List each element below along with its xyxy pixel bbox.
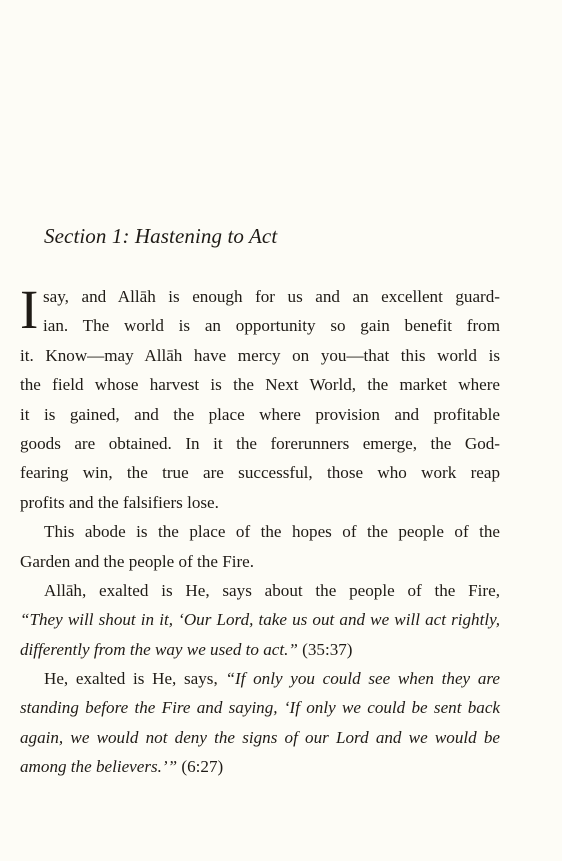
quote-text: “If only you could see when they are [225, 669, 501, 689]
text-line: it. Know—may Allāh have mercy on you—that this world is [20, 345, 500, 365]
text-line: fearing win, the true are successful, those who work reap [20, 463, 500, 483]
paragraph-3 [20, 576, 500, 664]
text-line: This abode is the place of the hopes of the people of the [44, 522, 500, 542]
quote-line: “They will shout in it, ‘Our Lord, take us out and we will act rightly, [20, 610, 500, 630]
quote-text: differently from the way we used to act.” [20, 639, 298, 659]
verse-reference: (35:37) [297, 639, 353, 659]
text-line: the field whose harvest is the Next World, the market where [20, 375, 500, 395]
text-line: it is gained, and the place where provision and profitable [20, 404, 500, 424]
text-line: goods are obtained. In it the forerunners emerge, the God- [20, 433, 500, 453]
paragraph-4 [20, 664, 500, 782]
body-text [20, 279, 501, 782]
quote-text: among the believers.’” [20, 757, 178, 777]
intro-text: He, exalted is He, says, [44, 669, 226, 689]
line-text: say, and Allāh is enough for us and an excellent guard- [43, 287, 500, 306]
text-line: ian. The world is an opportunity so gain benefit from [43, 316, 500, 336]
text-line [20, 664, 500, 693]
paragraph-2 [20, 517, 500, 576]
text-line: profits and the falsifiers lose. [20, 492, 219, 512]
quote-line: standing before the Fire and saying, ‘If only we could be sent back [20, 698, 500, 718]
verse-reference: (6:27) [177, 757, 224, 777]
text-line [20, 752, 500, 781]
quote-line: again, we would not deny the signs of our Lord and we would be [20, 727, 500, 747]
paragraph-1 [20, 279, 500, 517]
text-line [20, 635, 500, 664]
text-line: Garden and the people of the Fire. [20, 551, 255, 571]
text-line: Allāh, exalted is He, says about the people of the Fire, [44, 580, 500, 600]
section-title: Section 1: Hastening to Act [44, 224, 278, 248]
drop-cap: I [20, 279, 39, 340]
